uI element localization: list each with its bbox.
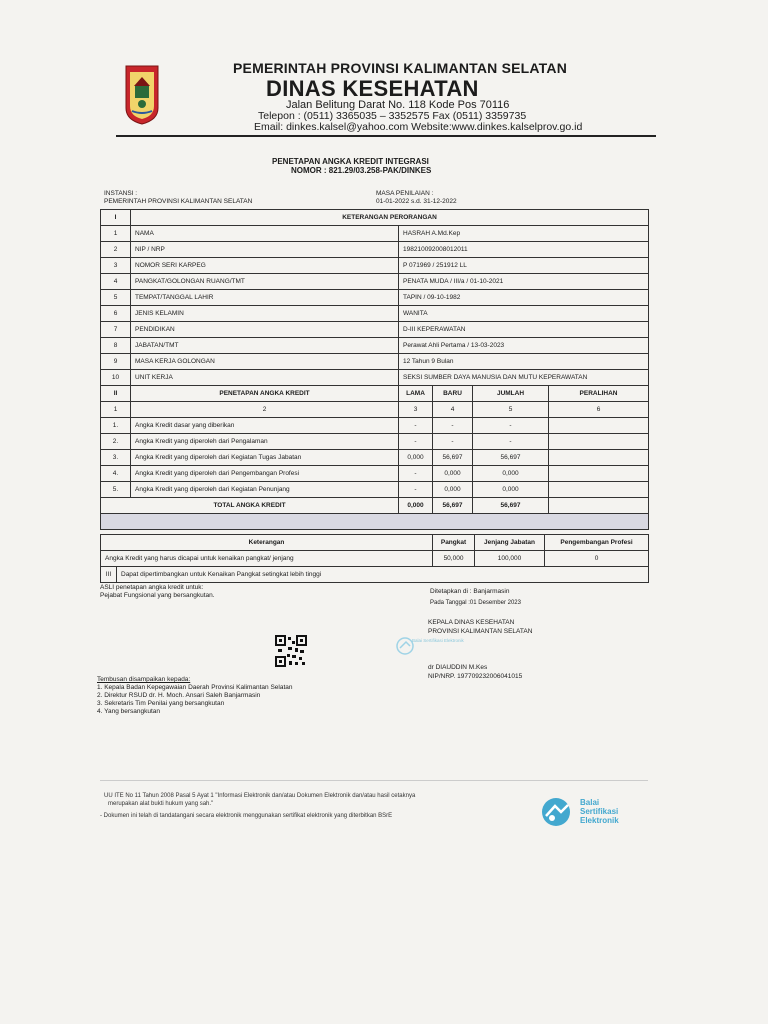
cell-peralihan [549,418,649,434]
tembusan-title: Tembusan disampaikan kepada: [97,676,191,683]
table-row [101,306,649,322]
header-phone: Telepon : (0511) 3365035 – 3352575 Fax (0511) 3359735 [258,110,527,122]
header-divider [116,135,656,137]
total-row [101,498,649,514]
row-number: 2 [101,242,131,258]
row-number: 1. [101,418,131,434]
row-number: 4 [101,274,131,290]
provincial-emblem-icon [124,64,160,126]
row-value: TAPIN / 09-10-1982 [399,290,649,306]
asli-line2: Pejabat Fungsional yang bersangkutan. [100,592,215,599]
row-number: 3. [101,450,131,466]
row-label: TEMPAT/TANGGAL LAHIR [131,290,399,306]
table-row [101,551,649,567]
section1-num: I [101,210,131,226]
row-label: UNIT KERJA [131,370,399,386]
masa-value: 01-01-2022 s.d. 31-12-2022 [376,198,457,205]
instansi-label: INSTANSI : [104,190,138,197]
signer-title-1: KEPALA DINAS KESEHATAN [428,619,515,626]
masa-label: MASA PENILAIAN : [376,190,434,197]
row-number: 5 [101,290,131,306]
table-row [101,418,649,434]
row-value: P 071969 / 251912 LL [399,258,649,274]
row-label: Angka Kredit yang diperoleh dari Pengembangan Profesi [131,466,399,482]
row-number: 4. [101,466,131,482]
column-number: 3 [399,402,433,418]
cell-jumlah: 56,697 [473,450,549,466]
row-label: Angka Kredit dasar yang diberikan [131,418,399,434]
cell-jumlah: - [473,434,549,450]
col-jumlah-header: JUMLAH [473,386,549,402]
requirement-label: Angka Kredit yang harus dicapai untuk kenaikan pangkat/ jenjang [101,551,433,567]
main-table [100,209,649,530]
section2-num: II [101,386,131,402]
tembusan-item: 3. Sekretaris Tim Penilai yang bersangkutan [97,700,225,707]
col-pengembangan-header: Pengembangan Profesi [545,535,649,551]
row-label: PANGKAT/GOLONGAN RUANG/TMT [131,274,399,290]
footer-divider [100,780,648,781]
cell-lama: - [399,466,433,482]
row-value: SEKSI SUMBER DAYA MANUSIA DAN MUTU KEPERAWATAN [399,370,649,386]
row-number: 9 [101,354,131,370]
row-label: MASA KERJA GOLONGAN [131,354,399,370]
footer-note-2: - Dokumen ini telah di tandatangani secara elektronik menggunakan sertifikat elektronik yang diterbitkan BSrE [100,813,393,819]
row-label: NAMA [131,226,399,242]
row-label: NOMOR SERI KARPEG [131,258,399,274]
total-baru: 56,697 [433,498,473,514]
row-number: 5. [101,482,131,498]
section2-title: PENETAPAN ANGKA KREDIT [131,386,399,402]
total-jumlah: 56,697 [473,498,549,514]
keterangan-header-row [101,535,649,551]
bsre-logo-icon [540,796,576,828]
shaded-spacer [101,514,649,530]
row-label: NIP / NRP [131,242,399,258]
row-value: 198210092008012011 [399,242,649,258]
row-number: 3 [101,258,131,274]
table-row [101,242,649,258]
cell-lama: 0,000 [399,450,433,466]
header-government: PEMERINTAH PROVINSI KALIMANTAN SELATAN [233,60,568,76]
col-jenjang-header: Jenjang Jabatan [475,535,545,551]
total-lama: 0,000 [399,498,433,514]
cell-lama: - [399,482,433,498]
section1-title: KETERANGAN PERORANGAN [131,210,649,226]
col-lama-header: LAMA [399,386,433,402]
tembusan-item: 4. Yang bersangkutan [97,708,161,715]
col-peralihan-header: PERALIHAN [549,386,649,402]
column-number: 5 [473,402,549,418]
section3-num: III [101,567,117,583]
table-row [101,258,649,274]
cell-baru: 56,697 [433,450,473,466]
footer-note-1a: UU ITE No 11 Tahun 2008 Pasal 5 Ayat 1 "Informasi Elektronik dan/atau Dokumen Elektronik dan/atau hasil cetaknya [104,793,416,799]
column-number: 2 [131,402,399,418]
keterangan-table [100,534,649,583]
row-number: 6 [101,306,131,322]
tanggal: Pada Tanggal :01 Desember 2023 [430,600,521,606]
table-row [101,290,649,306]
cell-baru: - [433,434,473,450]
table-row [101,434,649,450]
row-value: 12 Tahun 9 Bulan [399,354,649,370]
bsre-logo-text [580,798,619,825]
bsre-stamp-text: Balai Sertifikasi Elektronik [412,638,464,643]
bsre-line-1: Balai [580,798,600,807]
header-address: Jalan Belitung Darat No. 118 Kode Pos 70116 [286,99,510,111]
row-label: Angka Kredit yang diperoleh dari Kegiatan Tugas Jabatan [131,450,399,466]
row-label: JENIS KELAMIN [131,306,399,322]
cell-peralihan [549,466,649,482]
table-row [101,354,649,370]
row-label: Angka Kredit yang diperoleh dari Kegiatan Penunjang [131,482,399,498]
bsre-line-2: Sertifikasi [580,807,619,816]
row-label: PENDIDIKAN [131,322,399,338]
keterangan-header: Keterangan [101,535,433,551]
header-agency: DINAS KESEHATAN [266,76,479,101]
column-number: 1 [101,402,131,418]
signer-nip: NIP/NRP. 197709232006041015 [428,673,523,680]
row-value: D-III KEPERAWATAN [399,322,649,338]
table-row [101,322,649,338]
qr-code-icon [275,635,307,667]
cell-lama: - [399,434,433,450]
document-title: PENETAPAN ANGKA KREDIT INTEGRASI [272,157,429,166]
row-value: WANITA [399,306,649,322]
column-number: 6 [549,402,649,418]
col-baru-header: BARU [433,386,473,402]
row-value: PENATA MUDA / III/a / 01-10-2021 [399,274,649,290]
cell-jumlah: 0,000 [473,482,549,498]
asli-line1: ASLI penetapan angka kredit untuk: [100,584,204,591]
instansi-value: PEMERINTAH PROVINSI KALIMANTAN SELATAN [104,198,253,205]
row-value: Perawat Ahli Pertama / 13-03-2023 [399,338,649,354]
header-email: Email: dinkes.kalsel@yahoo.com Website:www.dinkes.kalselprov.go.id [254,121,583,133]
cell-peralihan [549,434,649,450]
cell-peralihan [549,482,649,498]
cell-lama: - [399,418,433,434]
signer-name: dr DIAUDDIN M.Kes [428,664,488,671]
row-label: Angka Kredit yang diperoleh dari Pengalaman [131,434,399,450]
section1-header-row [101,210,649,226]
tembusan-item: 2. Direktur RSUD dr. H. Moch. Ansari Saleh Banjarmasin [97,692,261,699]
table-row [101,370,649,386]
cell-baru: 0,000 [433,466,473,482]
signer-title-2: PROVINSI KALIMANTAN SELATAN [428,628,533,635]
row-number: 1 [101,226,131,242]
row-number: 10 [101,370,131,386]
table-row [101,338,649,354]
cell-baru: - [433,418,473,434]
table-row [101,482,649,498]
col-pangkat-header: Pangkat [433,535,475,551]
cell-jumlah: - [473,418,549,434]
table-row [101,567,649,583]
table-row [101,274,649,290]
table-row [101,450,649,466]
section3-text: Dapat dipertimbangkan untuk Kenaikan Pangkat setingkat lebih tinggi [117,567,649,583]
total-label: TOTAL ANGKA KREDIT [101,498,399,514]
bsre-line-3: Elektronik [580,816,619,825]
column-number: 4 [433,402,473,418]
requirement-jenjang: 100,000 [475,551,545,567]
requirement-pengembangan: 0 [545,551,649,567]
cell-peralihan [549,450,649,466]
row-label: JABATAN/TMT [131,338,399,354]
tembusan-item: 1. Kepala Badan Kepegawaian Daerah Provinsi Kalimantan Selatan [97,684,293,691]
cell-baru: 0,000 [433,482,473,498]
shaded-spacer-row [101,514,649,530]
column-number-row [101,402,649,418]
cell-jumlah: 0,000 [473,466,549,482]
section2-header-row [101,386,649,402]
document-number: NOMOR : 821.29/03.258-PAK/DINKES [291,166,432,175]
footer-note-1b: merupakan alat bukti hukum yang sah." [108,801,214,807]
total-peralihan [549,498,649,514]
row-number: 2. [101,434,131,450]
ditetapkan: Ditetapkan di : Banjarmasin [430,588,510,595]
row-number: 8 [101,338,131,354]
row-number: 7 [101,322,131,338]
table-row [101,226,649,242]
table-row [101,466,649,482]
requirement-pangkat: 50,000 [433,551,475,567]
row-value: HASRAH A.Md.Kep [399,226,649,242]
